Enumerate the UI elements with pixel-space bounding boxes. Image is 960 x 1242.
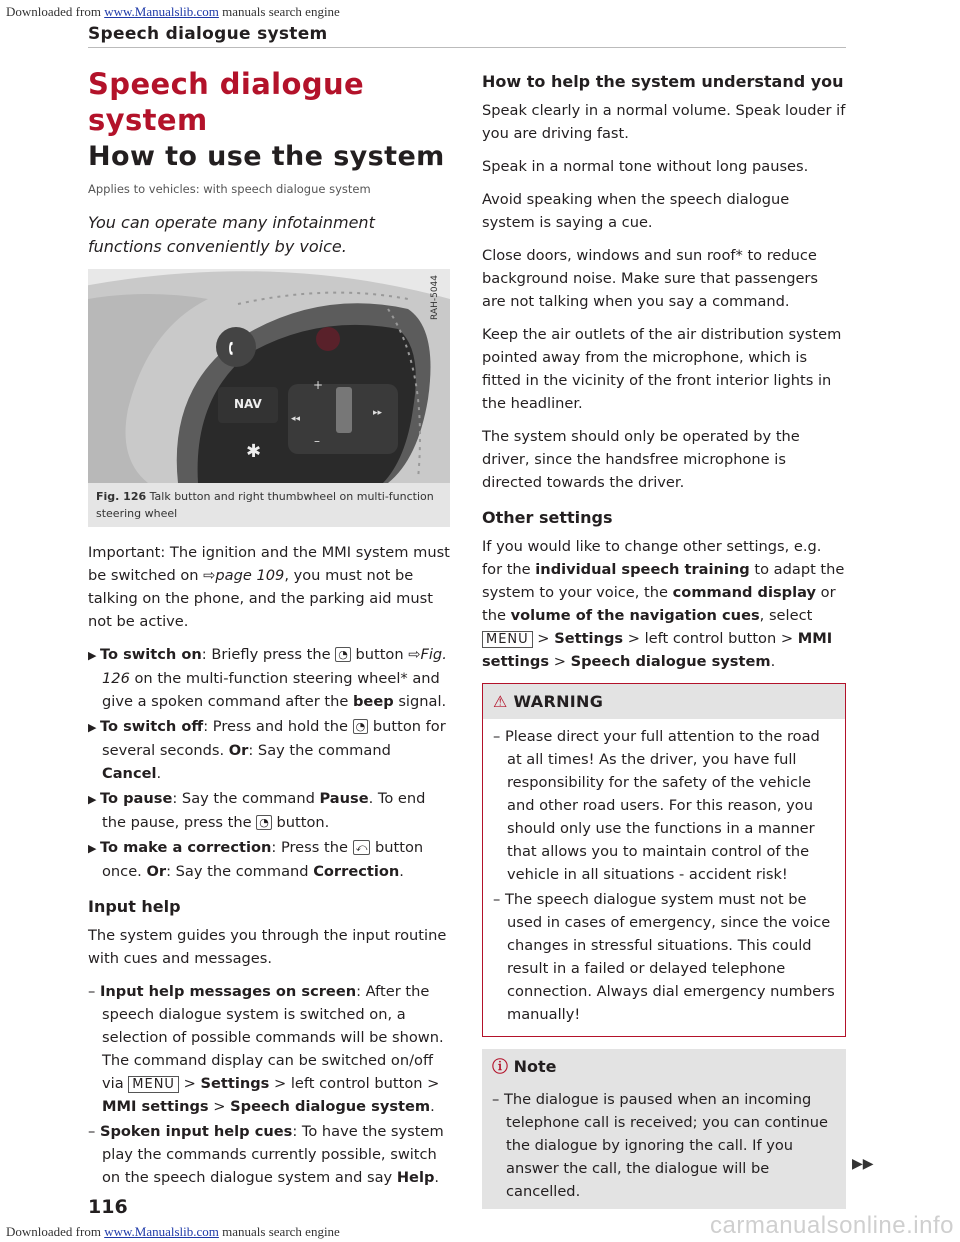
bottom-download-banner: Downloaded from www.Manualslib.com manuals search engine	[6, 1224, 340, 1239]
correction-button-icon: ⤺	[353, 840, 371, 855]
manualslib-link[interactable]: www.Manualslib.com	[104, 4, 219, 19]
note-item: – The dialogue is paused when an incoming telephone call is received; you can continue the dialogue by ignoring the call. If you answer the call, the dialogue will be cancelled.	[492, 1091, 828, 1200]
applies-note: Applies to vehicles: with speech dialogue system	[88, 182, 371, 196]
talk-button-icon: ◔	[353, 719, 369, 734]
step-pause: ▶ To pause: Say the command Pause. To end the pause, press the ◔ button.	[88, 790, 426, 831]
warning-item: – Please direct your full attention to the road at all times! As the driver, you have full responsibility for the safety of the vehicle and other road users. For this reason, you should only use the functions in a manner that allows you to maintain control of the vehicle in all situations - accident risk!	[493, 728, 820, 883]
understand-p2: Speak in a normal tone without long pauses.	[482, 158, 809, 175]
figure-ref[interactable]: ⇨Fig. 126	[102, 646, 447, 687]
info-icon: ⓘ	[492, 1057, 509, 1076]
svg-text:+: +	[313, 378, 324, 392]
step-switch-off: ▶ To switch off: Press and hold the ◔ button for several seconds. Or: Say the command Cancel.	[88, 718, 446, 782]
note-box	[482, 1049, 846, 1209]
header-rule	[88, 47, 846, 48]
step-switch-on: ▶ To switch on: Briefly press the ◔ button ⇨Fig. 126 on the multi-function steering wheel* and give a spoken command after the beep signal.	[88, 646, 447, 710]
understand-heading: How to help the system understand you	[482, 72, 844, 91]
note-header: ⓘ Note	[492, 1057, 557, 1076]
nav-button-label: NAV	[234, 397, 262, 411]
input-help-item-spoken: – Spoken input help cues: To have the system play the commands currently possible, switch on the speech dialogue system and say Help.	[88, 1123, 444, 1186]
important-paragraph: Important: The ignition and the MMI system must be switched on ⇨page 109, you must not be talking on the phone, and the parking aid must not be active.	[88, 544, 450, 630]
svg-text:–: –	[314, 434, 320, 448]
talk-button-icon: ◔	[256, 815, 272, 830]
understand-p1: Speak clearly in a normal volume. Speak louder if you are driving fast.	[482, 102, 846, 142]
manualslib-link[interactable]: www.Manualslib.com	[104, 1224, 219, 1239]
warning-body	[483, 719, 845, 1036]
menu-key: MENU	[482, 631, 533, 648]
steering-wheel-illustration	[88, 269, 450, 483]
step-correction: ▶ To make a correction: Press the ⤺ button once. Or: Say the command Correction.	[88, 839, 424, 880]
understand-p4: Close doors, windows and sun roof* to reduce background noise. Make sure that passengers are not talking when you say a command.	[482, 247, 819, 310]
other-settings-paragraph: If you would like to change other settings, e.g. for the individual speech training to adapt the system to your voice, the command display or the volume of the navigation cues, select MENU > Settings > left control button > MMI settings > Speech dialogue system.	[482, 538, 845, 670]
figure-code: RAH-5044	[430, 275, 440, 320]
warning-header: ⚠ WARNING	[483, 684, 845, 719]
figure-steering-wheel	[88, 269, 450, 483]
page-ref[interactable]: ⇨page 109	[203, 567, 285, 584]
page-title: Speech dialogue system	[88, 67, 365, 137]
menu-key: MENU	[128, 1076, 179, 1093]
note-body	[482, 1084, 846, 1209]
right-column	[482, 66, 846, 1209]
talk-button-icon: ◔	[335, 647, 351, 662]
lead-text: You can operate many infotainment functions conveniently by voice.	[88, 213, 375, 256]
continue-arrow-icon: ▶▶	[852, 1156, 874, 1172]
input-help-intro: The system guides you through the input routine with cues and messages.	[88, 927, 447, 967]
page-number: 116	[88, 1196, 128, 1218]
running-head: Speech dialogue system	[88, 24, 328, 44]
warning-triangle-icon: ⚠	[493, 692, 508, 711]
warning-item: – The speech dialogue system must not be used in cases of emergency, since the voice changes in stressful situations. This could result in a failed or delayed telephone connection. Always dial emergency numbers manually!	[493, 891, 835, 1023]
top-download-banner: Downloaded from www.Manualslib.com manuals search engine	[6, 4, 340, 19]
understand-p6: The system should only be operated by the driver, since the handsfree microphone is directed towards the driver.	[482, 428, 800, 491]
other-settings-heading: Other settings	[482, 508, 613, 527]
watermark: carmanualsonline.info	[710, 1212, 954, 1239]
svg-text:🕻: 🕻	[228, 336, 234, 360]
svg-text:▸▸: ▸▸	[373, 408, 383, 418]
understand-p3: Avoid speaking when the speech dialogue system is saying a cue.	[482, 191, 790, 231]
input-help-item-screen: – Input help messages on screen: After the speech dialogue system is switched on, a selection of possible commands will be shown. The command display can be switched on/off via MENU > Settings > left control button > MMI settings > Speech dialogue system.	[88, 983, 444, 1115]
understand-p5: Keep the air outlets of the air distribution system pointed away from the microphone, which is fitted in the vicinity of the front interior lights in the headliner.	[482, 326, 842, 412]
warning-box	[482, 683, 846, 1037]
input-help-heading: Input help	[88, 897, 181, 916]
figure-caption: Fig. 126 Talk button and right thumbwheel on multi-function steering wheel	[88, 483, 450, 527]
svg-text:◂◂: ◂◂	[291, 414, 301, 424]
left-column	[88, 66, 450, 1191]
section-title: How to use the system	[88, 141, 445, 172]
svg-text:✱: ✱	[246, 441, 262, 462]
